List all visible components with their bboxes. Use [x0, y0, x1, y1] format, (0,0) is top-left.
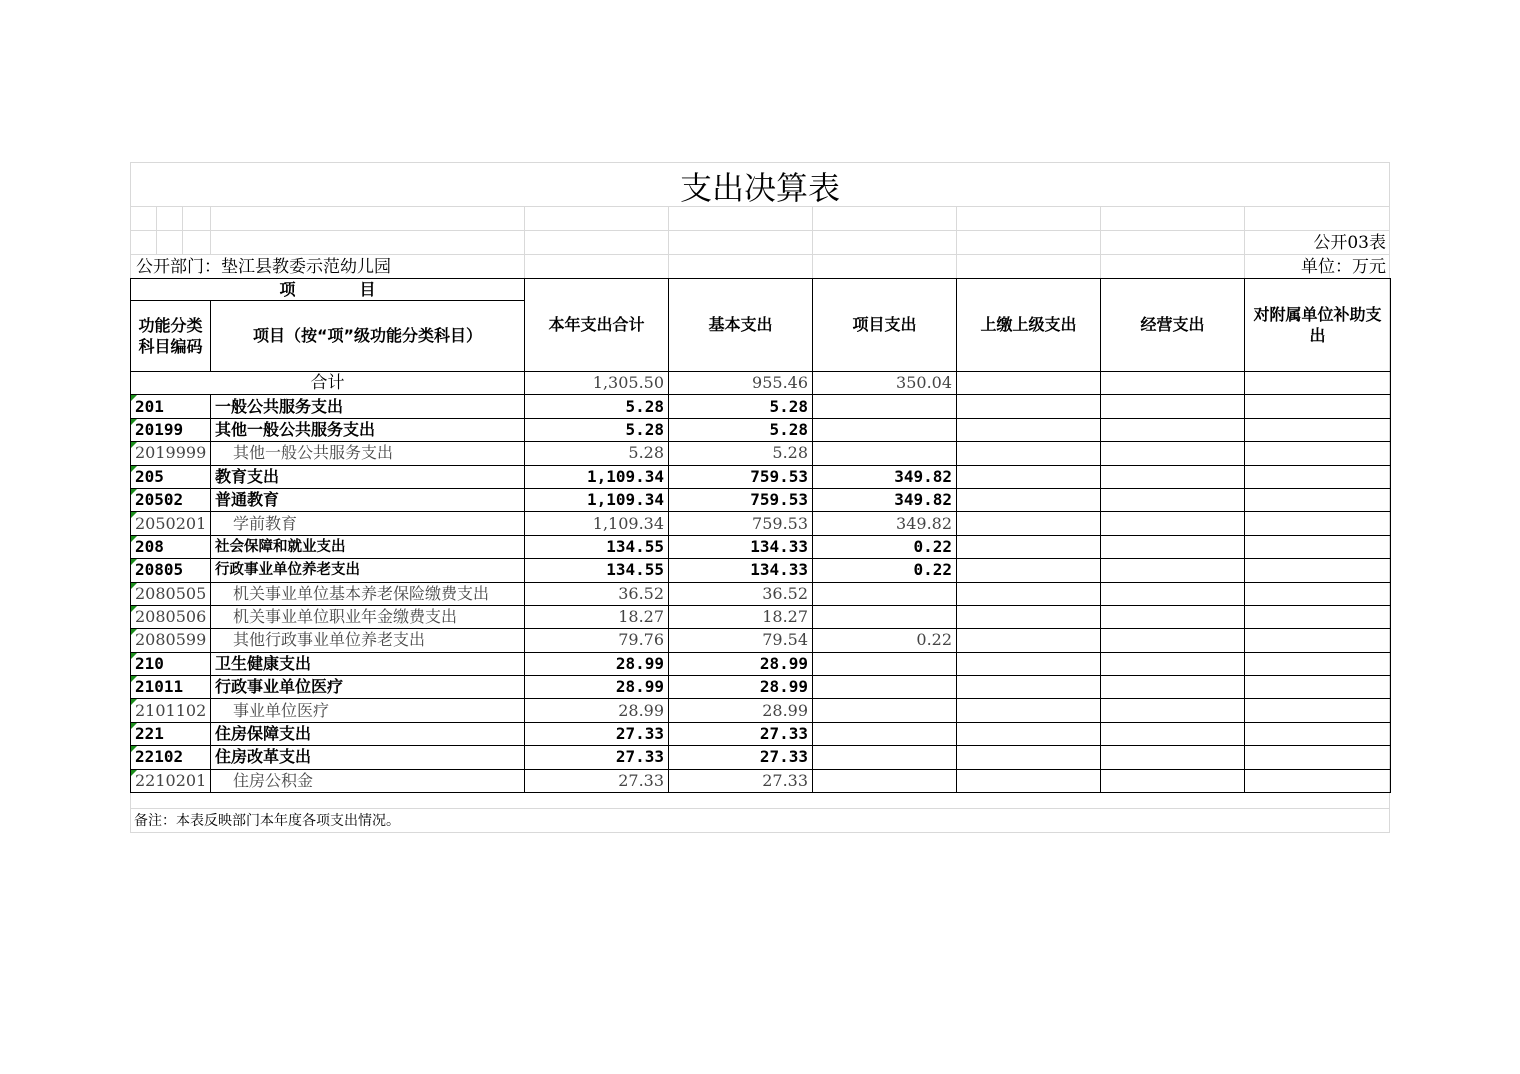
total-value: [1101, 372, 1245, 395]
amount-cell: [813, 746, 957, 769]
table-note: 备注：本表反映部门本年度各项支出情况。: [134, 813, 400, 829]
subject-code-cell: [131, 746, 211, 769]
amount-cell: 349.82: [813, 488, 957, 511]
unit-label: 单位：万元: [1301, 257, 1386, 277]
amount-cell: [957, 535, 1101, 558]
expenditure-table: [130, 278, 1391, 793]
gridline: [130, 230, 1390, 231]
subject-name: 普通教育: [211, 488, 525, 511]
amount-cell: [1245, 488, 1391, 511]
table-row: [131, 746, 1391, 769]
amount-cell: [1245, 769, 1391, 792]
amount-cell: [1101, 535, 1245, 558]
amount-cell: 0.22: [813, 629, 957, 652]
subject-code: 20805: [135, 560, 184, 580]
amount-cell: [1101, 676, 1245, 699]
amount-cell: 28.99: [669, 699, 813, 722]
cell-marker-icon: [131, 723, 137, 729]
gridline: [182, 206, 183, 254]
table-row: [131, 676, 1391, 699]
col-header-business: 经营支出: [1101, 279, 1245, 372]
amount-cell: 27.33: [525, 722, 669, 745]
amount-cell: [1101, 559, 1245, 582]
subject-code-cell: [131, 652, 211, 675]
amount-cell: [1101, 629, 1245, 652]
subject-code-cell: [131, 559, 211, 582]
amount-cell: [813, 395, 957, 418]
subject-code: 2101102: [135, 700, 207, 720]
subject-name: 住房公积金: [211, 769, 525, 792]
amount-cell: [1101, 395, 1245, 418]
amount-cell: 27.33: [669, 746, 813, 769]
amount-cell: [1245, 418, 1391, 441]
amount-cell: [813, 582, 957, 605]
form-number: 公开03表: [1313, 233, 1386, 253]
table-row: [131, 465, 1391, 488]
subject-code-cell: [131, 535, 211, 558]
amount-cell: [813, 605, 957, 628]
amount-cell: 18.27: [525, 605, 669, 628]
amount-cell: 27.33: [669, 769, 813, 792]
amount-cell: 28.99: [525, 699, 669, 722]
gridline: [524, 206, 525, 278]
total-label: 合计: [131, 372, 525, 395]
gridline: [156, 206, 157, 254]
subject-code-cell: [131, 605, 211, 628]
amount-cell: 5.28: [669, 418, 813, 441]
gridline: [812, 206, 813, 278]
amount-cell: 5.28: [669, 442, 813, 465]
amount-cell: [957, 395, 1101, 418]
amount-cell: 27.33: [525, 769, 669, 792]
total-row: [131, 372, 1391, 395]
subject-name: 机关事业单位职业年金缴费支出: [211, 605, 525, 628]
cell-marker-icon: [131, 606, 137, 612]
amount-cell: 0.22: [813, 559, 957, 582]
subject-code: 2080599: [135, 630, 207, 650]
subject-code-cell: [131, 395, 211, 418]
amount-cell: [1245, 652, 1391, 675]
name-col-header: 项目（按“项”级功能分类科目）: [211, 301, 525, 372]
amount-cell: 1,109.34: [525, 465, 669, 488]
cell-marker-icon: [131, 536, 137, 542]
code-col-header: 功能分类科目编码: [131, 301, 211, 372]
amount-cell: [813, 769, 957, 792]
amount-cell: [1101, 699, 1245, 722]
amount-cell: [813, 652, 957, 675]
table-row: [131, 535, 1391, 558]
col-header-remit-upper: 上缴上级支出: [957, 279, 1101, 372]
cell-marker-icon: [131, 699, 137, 705]
amount-cell: [1101, 512, 1245, 535]
amount-cell: [1101, 605, 1245, 628]
amount-cell: [957, 582, 1101, 605]
amount-cell: [1245, 629, 1391, 652]
amount-cell: 27.33: [669, 722, 813, 745]
amount-cell: [1101, 582, 1245, 605]
amount-cell: 5.28: [669, 395, 813, 418]
amount-cell: [957, 769, 1101, 792]
amount-cell: [957, 559, 1101, 582]
amount-cell: 349.82: [813, 512, 957, 535]
subject-name: 行政事业单位养老支出: [211, 559, 525, 582]
amount-cell: [1245, 676, 1391, 699]
gridline: [1244, 206, 1245, 278]
subject-code-cell: [131, 418, 211, 441]
amount-cell: [957, 488, 1101, 511]
amount-cell: [1101, 769, 1245, 792]
subject-code: 208: [135, 536, 164, 556]
subject-code-cell: [131, 699, 211, 722]
subject-code-cell: [131, 512, 211, 535]
subject-code: 2080506: [135, 607, 207, 627]
cell-marker-icon: [131, 512, 137, 518]
cell-marker-icon: [131, 559, 137, 565]
subject-code-cell: [131, 769, 211, 792]
cell-marker-icon: [131, 489, 137, 495]
amount-cell: [957, 722, 1101, 745]
cell-marker-icon: [131, 442, 137, 448]
subject-name: 教育支出: [211, 465, 525, 488]
amount-cell: [957, 512, 1101, 535]
amount-cell: 1,109.34: [525, 512, 669, 535]
cell-marker-icon: [131, 676, 137, 682]
subject-name: 事业单位医疗: [211, 699, 525, 722]
subject-name: 其他行政事业单位养老支出: [211, 629, 525, 652]
amount-cell: 134.33: [669, 535, 813, 558]
department-label: 公开部门：垫江县教委示范幼儿园: [136, 257, 391, 277]
amount-cell: 18.27: [669, 605, 813, 628]
subject-code: 201: [135, 396, 164, 416]
subject-name: 学前教育: [211, 512, 525, 535]
subject-code-cell: [131, 629, 211, 652]
amount-cell: [1245, 559, 1391, 582]
subject-name: 其他一般公共服务支出: [211, 442, 525, 465]
col-header-total: 本年支出合计: [525, 279, 669, 372]
subject-name: 机关事业单位基本养老保险缴费支出: [211, 582, 525, 605]
amount-cell: [1245, 699, 1391, 722]
cell-marker-icon: [131, 629, 137, 635]
total-value: [1245, 372, 1391, 395]
amount-cell: [957, 652, 1101, 675]
amount-cell: 28.99: [525, 652, 669, 675]
amount-cell: 79.76: [525, 629, 669, 652]
subject-name: 住房改革支出: [211, 746, 525, 769]
amount-cell: [1101, 442, 1245, 465]
amount-cell: [957, 605, 1101, 628]
subject-name: 一般公共服务支出: [211, 395, 525, 418]
subject-code-cell: [131, 442, 211, 465]
total-value: [957, 372, 1101, 395]
amount-cell: 134.55: [525, 535, 669, 558]
subject-name: 其他一般公共服务支出: [211, 418, 525, 441]
subject-code-cell: [131, 465, 211, 488]
amount-cell: [1101, 652, 1245, 675]
amount-cell: 0.22: [813, 535, 957, 558]
table-row: [131, 769, 1391, 792]
amount-cell: 28.99: [669, 676, 813, 699]
gridline: [130, 254, 1390, 255]
header-row-1: [131, 279, 1391, 301]
table-row: [131, 605, 1391, 628]
total-value: 1,305.50: [525, 372, 669, 395]
table-row: [131, 442, 1391, 465]
amount-cell: [957, 442, 1101, 465]
amount-cell: [1245, 465, 1391, 488]
col-header-basic: 基本支出: [669, 279, 813, 372]
subject-code: 20502: [135, 490, 184, 510]
amount-cell: 36.52: [669, 582, 813, 605]
cell-marker-icon: [131, 419, 137, 425]
amount-cell: [813, 722, 957, 745]
cell-marker-icon: [131, 395, 137, 401]
subject-code: 2050201: [135, 513, 207, 533]
subject-code: 2080505: [135, 583, 207, 603]
col-header-project: 项目支出: [813, 279, 957, 372]
subject-code: 2019999: [135, 443, 207, 463]
amount-cell: [957, 746, 1101, 769]
table-row: [131, 722, 1391, 745]
amount-cell: [1101, 488, 1245, 511]
amount-cell: 5.28: [525, 395, 669, 418]
subject-code-cell: [131, 722, 211, 745]
amount-cell: 134.55: [525, 559, 669, 582]
amount-cell: 1,109.34: [525, 488, 669, 511]
amount-cell: [1101, 746, 1245, 769]
cell-marker-icon: [131, 653, 137, 659]
subject-code: 210: [135, 653, 164, 673]
amount-cell: [1101, 465, 1245, 488]
total-value: 955.46: [669, 372, 813, 395]
amount-cell: [1245, 395, 1391, 418]
amount-cell: [957, 418, 1101, 441]
amount-cell: [957, 676, 1101, 699]
subject-name: 住房保障支出: [211, 722, 525, 745]
amount-cell: [1245, 512, 1391, 535]
subject-code: 205: [135, 466, 164, 486]
report-sheet: [130, 162, 1390, 832]
table-row: [131, 699, 1391, 722]
amount-cell: [813, 676, 957, 699]
subject-name: 社会保障和就业支出: [211, 535, 525, 558]
amount-cell: 36.52: [525, 582, 669, 605]
table-row: [131, 559, 1391, 582]
amount-cell: [957, 629, 1101, 652]
subject-code-cell: [131, 676, 211, 699]
amount-cell: 759.53: [669, 465, 813, 488]
cell-marker-icon: [131, 466, 137, 472]
item-group-header: 项 目: [131, 279, 525, 301]
amount-cell: [1101, 418, 1245, 441]
amount-cell: 28.99: [669, 652, 813, 675]
gridline: [210, 206, 211, 254]
cell-marker-icon: [131, 583, 137, 589]
amount-cell: 759.53: [669, 488, 813, 511]
subject-code: 20199: [135, 419, 184, 439]
amount-cell: [1245, 746, 1391, 769]
amount-cell: [1101, 722, 1245, 745]
amount-cell: [957, 465, 1101, 488]
amount-cell: [813, 418, 957, 441]
table-row: [131, 488, 1391, 511]
subject-code-cell: [131, 488, 211, 511]
subject-code: 2210201: [135, 770, 207, 790]
subject-name: 卫生健康支出: [211, 652, 525, 675]
amount-cell: 28.99: [525, 676, 669, 699]
report-title: 支出决算表: [679, 169, 840, 207]
table-row: [131, 629, 1391, 652]
amount-cell: [813, 699, 957, 722]
gridline: [668, 206, 669, 278]
amount-cell: [957, 699, 1101, 722]
subject-code: 22102: [135, 747, 184, 767]
gridline: [956, 206, 957, 278]
table-row: [131, 395, 1391, 418]
subject-name: 行政事业单位医疗: [211, 676, 525, 699]
amount-cell: [1245, 582, 1391, 605]
amount-cell: 79.54: [669, 629, 813, 652]
amount-cell: [1245, 722, 1391, 745]
table-row: [131, 582, 1391, 605]
subject-code: 21011: [135, 677, 184, 697]
table-row: [131, 652, 1391, 675]
amount-cell: 5.28: [525, 418, 669, 441]
amount-cell: 349.82: [813, 465, 957, 488]
gridline: [130, 808, 1390, 809]
amount-cell: [813, 442, 957, 465]
table-row: [131, 512, 1391, 535]
amount-cell: [1245, 442, 1391, 465]
amount-cell: 759.53: [669, 512, 813, 535]
subject-code: 221: [135, 724, 164, 744]
subject-code-cell: [131, 582, 211, 605]
amount-cell: [1245, 535, 1391, 558]
total-value: 350.04: [813, 372, 957, 395]
amount-cell: 134.33: [669, 559, 813, 582]
cell-marker-icon: [131, 746, 137, 752]
table-row: [131, 418, 1391, 441]
gridline: [1100, 206, 1101, 278]
amount-cell: [1245, 605, 1391, 628]
cell-marker-icon: [131, 770, 137, 776]
amount-cell: 27.33: [525, 746, 669, 769]
amount-cell: 5.28: [525, 442, 669, 465]
col-header-subsidy: 对附属单位补助支出: [1245, 279, 1391, 372]
